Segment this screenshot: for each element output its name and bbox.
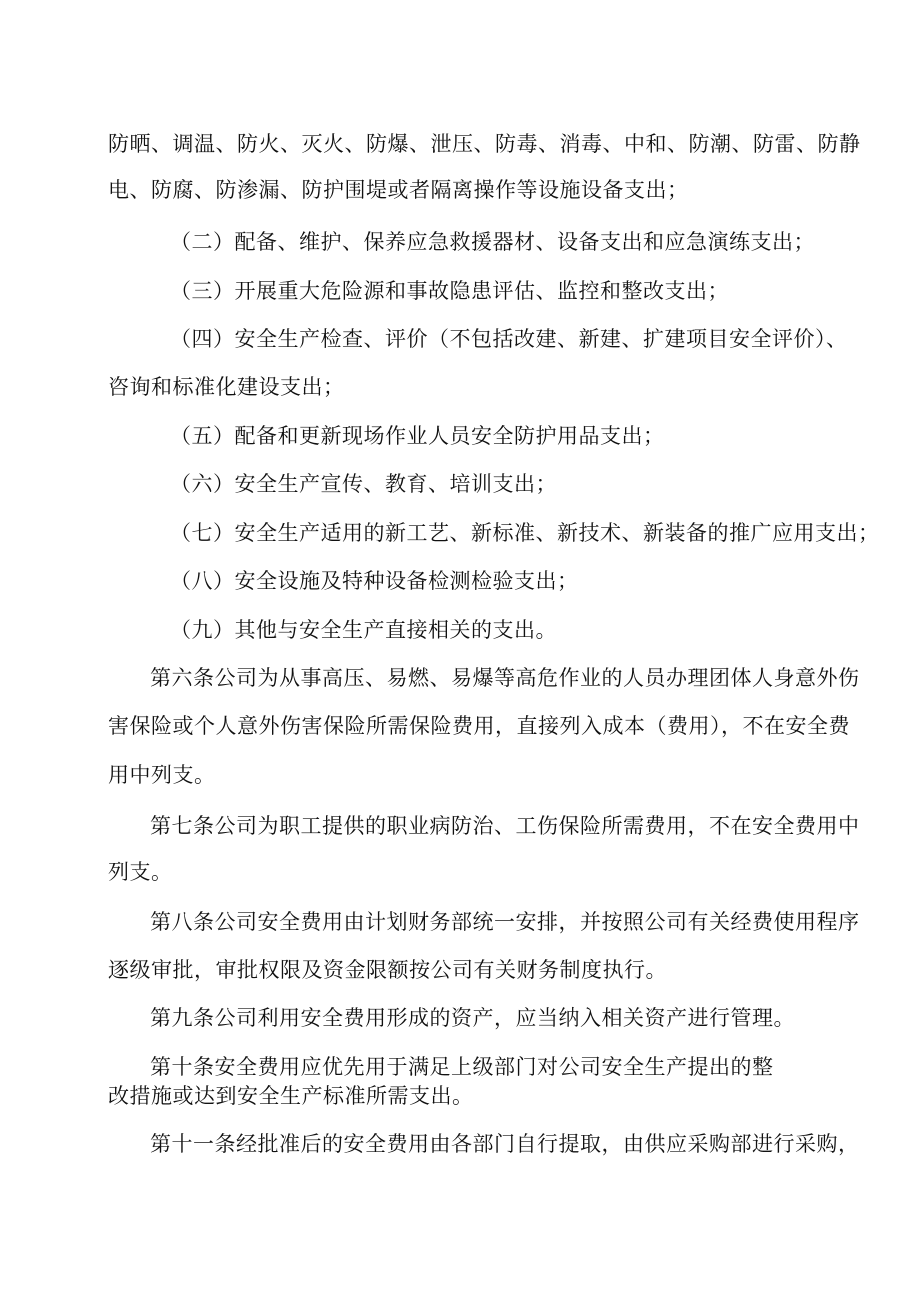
article-7-line-2: 列支。 (108, 860, 173, 884)
text-line-1: 防晒、调温、防火、灭火、防爆、泄压、防毒、消毒、中和、防潮、防雷、防静 (108, 132, 861, 156)
list-item-5: （五）配备和更新现场作业人员安全防护用品支出； (170, 424, 665, 448)
article-6-line-3: 用中列支。 (108, 763, 216, 787)
article-8-line-1: 第八条公司安全费用由计划财务部统一安排，并按照公司有关经费使用程序 (150, 910, 860, 934)
article-9-line-1: 第九条公司利用安全费用形成的资产，应当纳入相关资产进行管理。 (150, 1006, 795, 1030)
article-7-line-1: 第七条公司为职工提供的职业病防治、工伤保险所需费用，不在安全费用中 (150, 814, 860, 838)
article-8-line-2: 逐级审批，审批权限及资金限额按公司有关财务制度执行。 (108, 958, 667, 982)
list-item-4: （四）安全生产检查、评价（不包括改建、新建、扩建项目安全评价）、 (170, 327, 848, 351)
article-10-line-2: 改措施或达到安全生产标准所需支出。 (108, 1084, 474, 1108)
list-item-7: （七）安全生产适用的新工艺、新标准、新技术、新装备的推广应用支出； (170, 521, 880, 545)
list-item-6: （六）安全生产宣传、教育、培训支出； (170, 472, 557, 496)
list-item-4-cont: 咨询和标准化建设支出； (108, 375, 345, 399)
list-item-9: （九）其他与安全生产直接相关的支出。 (170, 618, 557, 642)
list-item-3: （三）开展重大危险源和事故隐患评估、监控和整改支出； (170, 279, 729, 303)
text-line-2: 电、防腐、防渗漏、防护围堤或者隔离操作等设施设备支出； (108, 178, 689, 202)
article-6-line-2: 害保险或个人意外伤害保险所需保险费用，直接列入成本（费用），不在安全费 (108, 714, 850, 738)
article-10-line-1: 第十条安全费用应优先用于满足上级部门对公司安全生产提出的整 (150, 1055, 774, 1079)
list-item-8: （八）安全设施及特种设备检测检验支出； (170, 569, 579, 593)
article-6-line-1: 第六条公司为从事高压、易燃、易爆等高危作业的人员办理团体人身意外伤 (150, 666, 860, 690)
article-11-line-1: 第十一条经批准后的安全费用由各部门自行提取，由供应采购部进行采购， (150, 1132, 860, 1156)
list-item-2: （二）配备、维护、保养应急救援器材、设备支出和应急演练支出； (170, 230, 815, 254)
